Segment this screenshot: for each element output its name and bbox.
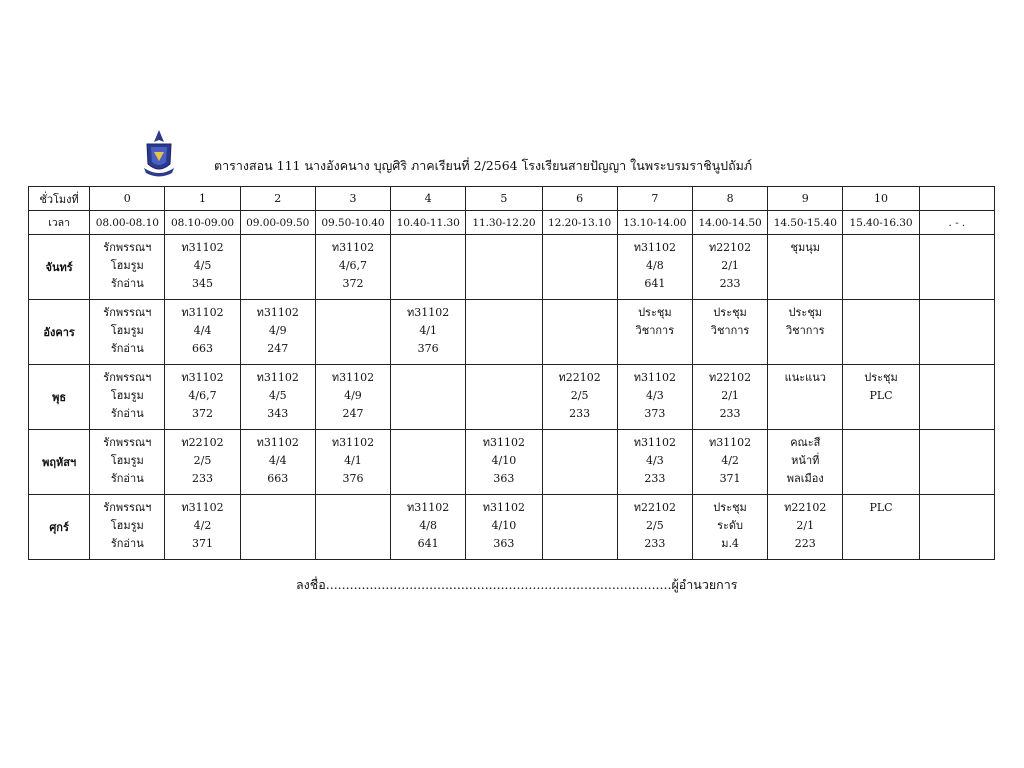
cell-line: โฮมรูม xyxy=(110,519,144,532)
schedule-cell xyxy=(391,495,466,560)
cell-line: 4/8 xyxy=(645,259,664,272)
cell-line: ท31102 xyxy=(181,241,224,254)
period-number xyxy=(919,187,994,211)
time-slot: 08.10-09.00 xyxy=(165,211,240,235)
cell-line: 372 xyxy=(192,407,214,420)
cell-lines xyxy=(90,235,164,293)
cell-line: 4/6,7 xyxy=(338,259,368,272)
cell-line: 233 xyxy=(644,537,666,550)
cell-lines xyxy=(165,300,239,358)
schedule-cell xyxy=(692,495,767,560)
schedule-cell xyxy=(165,300,240,365)
day-name: พฤหัสฯ xyxy=(29,430,90,495)
time-slot: 14.50-15.40 xyxy=(768,211,843,235)
schedule-cell xyxy=(542,430,617,495)
cell-line: 4/10 xyxy=(491,454,517,467)
time-slot: 08.00-08.10 xyxy=(90,211,165,235)
schedule-cell xyxy=(768,300,843,365)
cell-line: รักพรรณฯ xyxy=(103,306,152,319)
period-number: 3 xyxy=(315,187,390,211)
cell-line: รักพรรณฯ xyxy=(103,501,152,514)
period-number: 8 xyxy=(692,187,767,211)
period-number: 4 xyxy=(391,187,466,211)
cell-lines xyxy=(466,300,541,304)
cell-line: ท31102 xyxy=(256,436,299,449)
schedule-cell xyxy=(315,430,390,495)
cell-line: วิชาการ xyxy=(785,324,825,337)
cell-line: รักอ่าน xyxy=(110,407,144,420)
schedule-cell xyxy=(919,365,994,430)
cell-lines xyxy=(618,365,692,423)
schedule-cell xyxy=(843,495,919,560)
cell-line: แนะแนว xyxy=(784,371,826,384)
schedule-cell xyxy=(165,365,240,430)
schedule-cell xyxy=(165,430,240,495)
schedule-cell xyxy=(542,495,617,560)
cell-lines xyxy=(618,430,692,488)
cell-lines xyxy=(165,235,239,293)
cell-line: ชุมนุม xyxy=(790,241,821,254)
cell-line: รักพรรณฯ xyxy=(103,436,152,449)
cell-line: วิชาการ xyxy=(710,324,750,337)
schedule-cell xyxy=(466,495,542,560)
cell-line: 4/1 xyxy=(419,324,438,337)
cell-line: 233 xyxy=(719,277,741,290)
cell-line: ประชุม xyxy=(713,306,747,319)
schedule-cell xyxy=(90,235,165,300)
schedule-cell xyxy=(768,495,843,560)
schedule-cell xyxy=(90,430,165,495)
cell-lines xyxy=(391,300,465,358)
cell-line: 4/4 xyxy=(193,324,212,337)
cell-line: 4/3 xyxy=(645,454,664,467)
cell-lines xyxy=(843,235,918,239)
cell-line: ท31102 xyxy=(331,436,375,449)
cell-line: 641 xyxy=(644,277,666,290)
school-emblem-logo xyxy=(140,128,178,178)
time-slot: 09.50-10.40 xyxy=(315,211,390,235)
cell-line: 223 xyxy=(794,537,816,550)
cell-lines xyxy=(693,495,767,553)
schedule-cell xyxy=(843,235,919,300)
cell-line: 4/2 xyxy=(193,519,212,532)
schedule-cell xyxy=(466,300,542,365)
cell-line: 372 xyxy=(342,277,364,290)
cell-lines xyxy=(618,235,692,293)
cell-lines xyxy=(543,430,617,434)
schedule-cell xyxy=(90,495,165,560)
cell-line: 343 xyxy=(267,407,289,420)
cell-lines xyxy=(693,300,767,340)
schedule-cell xyxy=(391,430,466,495)
cell-lines xyxy=(90,430,164,488)
schedule-cell xyxy=(391,235,466,300)
cell-line: โฮมรูม xyxy=(110,389,144,402)
cell-lines xyxy=(768,300,842,340)
cell-line: ท31102 xyxy=(256,306,299,319)
cell-line: 4/3 xyxy=(645,389,664,402)
cell-line: 233 xyxy=(644,472,666,485)
cell-lines xyxy=(920,235,994,239)
cell-line: 663 xyxy=(192,342,214,355)
day-row xyxy=(29,365,995,430)
cell-line: ท31102 xyxy=(181,306,224,319)
cell-lines xyxy=(768,430,842,488)
cell-line: 4/2 xyxy=(721,454,739,467)
period-number: 1 xyxy=(165,187,240,211)
cell-line: ท31102 xyxy=(331,371,375,384)
day-row xyxy=(29,300,995,365)
cell-lines xyxy=(391,235,465,239)
time-slot: 11.30-12.20 xyxy=(466,211,542,235)
day-name: จันทร์ xyxy=(29,235,90,300)
cell-lines xyxy=(693,235,767,293)
schedule-cell xyxy=(843,365,919,430)
cell-line: หน้าที่ xyxy=(791,454,820,467)
schedule-cell xyxy=(165,495,240,560)
schedule-cell xyxy=(90,365,165,430)
cell-line: 2/1 xyxy=(721,389,739,402)
schedule-cell xyxy=(315,365,390,430)
cell-lines xyxy=(391,365,465,369)
cell-lines xyxy=(241,235,315,239)
cell-line: 233 xyxy=(719,407,741,420)
cell-line: รักพรรณฯ xyxy=(103,371,152,384)
cell-line: 4/8 xyxy=(419,519,438,532)
cell-lines xyxy=(316,430,390,488)
cell-lines xyxy=(768,495,842,553)
signature-line: ลงชื่อ.......................................................................................ผู้อำนวยการ xyxy=(296,577,738,592)
cell-lines xyxy=(90,300,164,358)
period-number: 10 xyxy=(843,187,919,211)
cell-lines xyxy=(543,365,617,423)
cell-line: ท31102 xyxy=(708,436,752,449)
schedule-cell xyxy=(542,235,617,300)
cell-lines xyxy=(693,430,767,488)
cell-lines xyxy=(466,365,541,369)
schedule-cell xyxy=(315,235,390,300)
cell-line: 345 xyxy=(192,277,214,290)
cell-lines xyxy=(843,300,918,304)
cell-line: รักอ่าน xyxy=(110,472,144,485)
cell-lines xyxy=(843,495,918,517)
cell-line: 233 xyxy=(569,407,591,420)
cell-line: ระดับ xyxy=(717,519,744,532)
schedule-cell xyxy=(466,235,542,300)
cell-line: 4/5 xyxy=(268,389,287,402)
cell-lines xyxy=(543,300,617,304)
schedule-cell xyxy=(919,235,994,300)
cell-lines xyxy=(466,430,541,488)
time-slot: 12.20-13.10 xyxy=(542,211,617,235)
cell-lines xyxy=(920,495,994,499)
schedule-cell xyxy=(617,300,692,365)
cell-line: ท31102 xyxy=(181,501,224,514)
schedule-cell xyxy=(843,430,919,495)
cell-lines xyxy=(920,365,994,369)
time-label: เวลา xyxy=(29,211,90,235)
cell-lines xyxy=(316,365,390,423)
schedule-cell xyxy=(919,495,994,560)
day-row xyxy=(29,235,995,300)
schedule-cell xyxy=(466,430,542,495)
cell-line: 2/1 xyxy=(721,259,739,272)
period-number: 0 xyxy=(90,187,165,211)
schedule-cell xyxy=(617,495,692,560)
time-slot: 15.40-16.30 xyxy=(843,211,919,235)
cell-line: ท31102 xyxy=(633,241,676,254)
cell-line: โฮมรูม xyxy=(110,454,144,467)
cell-line: ท31102 xyxy=(331,241,375,254)
schedule-cell xyxy=(692,430,767,495)
time-slot: 14.00-14.50 xyxy=(692,211,767,235)
cell-line: รักอ่าน xyxy=(110,277,144,290)
period-number: 2 xyxy=(240,187,315,211)
schedule-cell xyxy=(617,365,692,430)
cell-line: 376 xyxy=(342,472,364,485)
cell-line: PLC xyxy=(869,389,893,402)
cell-lines xyxy=(391,430,465,434)
schedule-cell xyxy=(240,495,315,560)
cell-line: ม.4 xyxy=(721,537,739,550)
schedule-cell xyxy=(542,300,617,365)
cell-line: คณะสี xyxy=(790,436,821,449)
cell-line: 641 xyxy=(417,537,439,550)
schedule-cell xyxy=(315,300,390,365)
cell-line: 4/1 xyxy=(344,454,362,467)
cell-line: ท22102 xyxy=(784,501,827,514)
cell-lines xyxy=(466,495,541,553)
cell-lines xyxy=(843,430,918,434)
cell-lines xyxy=(316,300,390,304)
page-title: ตารางสอน 111 นางอังคนาง บุญศิริ ภาคเรียนที่ 2/2564 โรงเรียนสายปัญญา ในพระบรมราชินูปถัมภ์ xyxy=(214,158,753,173)
cell-line: ท22102 xyxy=(633,501,676,514)
cell-line: ท31102 xyxy=(256,371,299,384)
schedule-cell xyxy=(315,495,390,560)
cell-lines xyxy=(843,365,918,405)
cell-line: ท31102 xyxy=(482,436,526,449)
period-label: ชั่วโมงที่ xyxy=(29,187,90,211)
period-number: 6 xyxy=(542,187,617,211)
cell-line: 363 xyxy=(493,472,515,485)
cell-lines xyxy=(768,365,842,387)
schedule-cell xyxy=(542,365,617,430)
period-number: 9 xyxy=(768,187,843,211)
cell-lines xyxy=(90,495,164,553)
cell-lines xyxy=(543,235,617,239)
schedule-cell xyxy=(90,300,165,365)
cell-line: ท22102 xyxy=(708,241,752,254)
cell-lines xyxy=(241,365,315,423)
schedule-cell xyxy=(692,235,767,300)
cell-line: 373 xyxy=(644,407,666,420)
schedule-cell xyxy=(843,300,919,365)
cell-lines xyxy=(920,430,994,434)
cell-line: ท22102 xyxy=(708,371,752,384)
cell-lines xyxy=(920,300,994,304)
period-number: 5 xyxy=(466,187,542,211)
schedule-cell xyxy=(391,300,466,365)
cell-line: 247 xyxy=(267,342,289,355)
cell-line: 233 xyxy=(192,472,214,485)
cell-line: 371 xyxy=(719,472,741,485)
cell-line: พลเมือง xyxy=(786,472,824,485)
cell-line: ท31102 xyxy=(407,501,450,514)
cell-line: 247 xyxy=(342,407,364,420)
cell-lines xyxy=(165,430,239,488)
period-number: 7 xyxy=(617,187,692,211)
cell-line: 4/6,7 xyxy=(188,389,217,402)
cell-line: 363 xyxy=(493,537,515,550)
cell-lines xyxy=(90,365,164,423)
cell-line: โฮมรูม xyxy=(110,324,144,337)
cell-line: 371 xyxy=(192,537,214,550)
schedule-cell xyxy=(768,430,843,495)
cell-lines xyxy=(693,365,767,423)
time-slot: 13.10-14.00 xyxy=(617,211,692,235)
cell-line: PLC xyxy=(869,501,893,514)
cell-line: โฮมรูม xyxy=(110,259,144,272)
day-name: อังคาร xyxy=(29,300,90,365)
cell-line: รักอ่าน xyxy=(110,342,144,355)
cell-line: ประชุม xyxy=(713,501,747,514)
schedule-cell xyxy=(240,430,315,495)
schedule-cell xyxy=(240,365,315,430)
cell-lines xyxy=(543,495,617,499)
time-row xyxy=(29,211,995,235)
cell-line: 2/5 xyxy=(570,389,589,402)
schedule-cell xyxy=(692,300,767,365)
day-row xyxy=(29,430,995,495)
cell-line: ประชุม xyxy=(638,306,672,319)
cell-line: ท31102 xyxy=(633,371,676,384)
schedule-cell xyxy=(165,235,240,300)
cell-lines xyxy=(316,235,390,293)
cell-lines xyxy=(316,495,390,499)
schedule-cell xyxy=(768,235,843,300)
schedule-cell xyxy=(240,235,315,300)
cell-lines xyxy=(618,495,692,553)
cell-lines xyxy=(241,300,315,358)
cell-line: ท22102 xyxy=(181,436,224,449)
day-name: ศุกร์ xyxy=(29,495,90,560)
cell-line: ท22102 xyxy=(558,371,601,384)
cell-line: ท31102 xyxy=(482,501,526,514)
cell-line: ท31102 xyxy=(633,436,676,449)
cell-line: 4/9 xyxy=(344,389,362,402)
cell-line: 4/4 xyxy=(268,454,287,467)
cell-line: รักอ่าน xyxy=(110,537,144,550)
cell-line: 376 xyxy=(417,342,439,355)
cell-line: 4/9 xyxy=(268,324,287,337)
schedule-cell xyxy=(919,300,994,365)
schedule-cell xyxy=(240,300,315,365)
cell-lines xyxy=(165,495,239,553)
teaching-schedule-table xyxy=(28,186,995,560)
cell-line: ประชุม xyxy=(788,306,823,319)
schedule-cell xyxy=(768,365,843,430)
time-slot: 09.00-09.50 xyxy=(240,211,315,235)
cell-lines xyxy=(768,235,842,257)
cell-line: ประชุม xyxy=(864,371,898,384)
cell-lines xyxy=(241,430,315,488)
time-slot: 10.40-11.30 xyxy=(391,211,466,235)
schedule-cell xyxy=(617,430,692,495)
cell-line: ท31102 xyxy=(181,371,224,384)
cell-lines xyxy=(391,495,465,553)
schedule-cell xyxy=(391,365,466,430)
cell-line: 663 xyxy=(267,472,289,485)
cell-line: 2/1 xyxy=(796,519,815,532)
cell-lines xyxy=(241,495,315,499)
schedule-cell xyxy=(919,430,994,495)
cell-line: 2/5 xyxy=(645,519,664,532)
schedule-cell xyxy=(692,365,767,430)
cell-line: 4/5 xyxy=(193,259,212,272)
cell-lines xyxy=(165,365,239,423)
day-name: พุธ xyxy=(29,365,90,430)
day-row xyxy=(29,495,995,560)
schedule-cell xyxy=(617,235,692,300)
cell-line: วิชาการ xyxy=(635,324,675,337)
time-slot: . - . xyxy=(919,211,994,235)
cell-lines xyxy=(466,235,541,239)
period-header-row xyxy=(29,187,995,211)
cell-line: ท31102 xyxy=(407,306,450,319)
cell-lines xyxy=(618,300,692,340)
cell-line: 4/10 xyxy=(491,519,517,532)
cell-line: รักพรรณฯ xyxy=(103,241,152,254)
cell-line: 2/5 xyxy=(193,454,212,467)
schedule-cell xyxy=(466,365,542,430)
